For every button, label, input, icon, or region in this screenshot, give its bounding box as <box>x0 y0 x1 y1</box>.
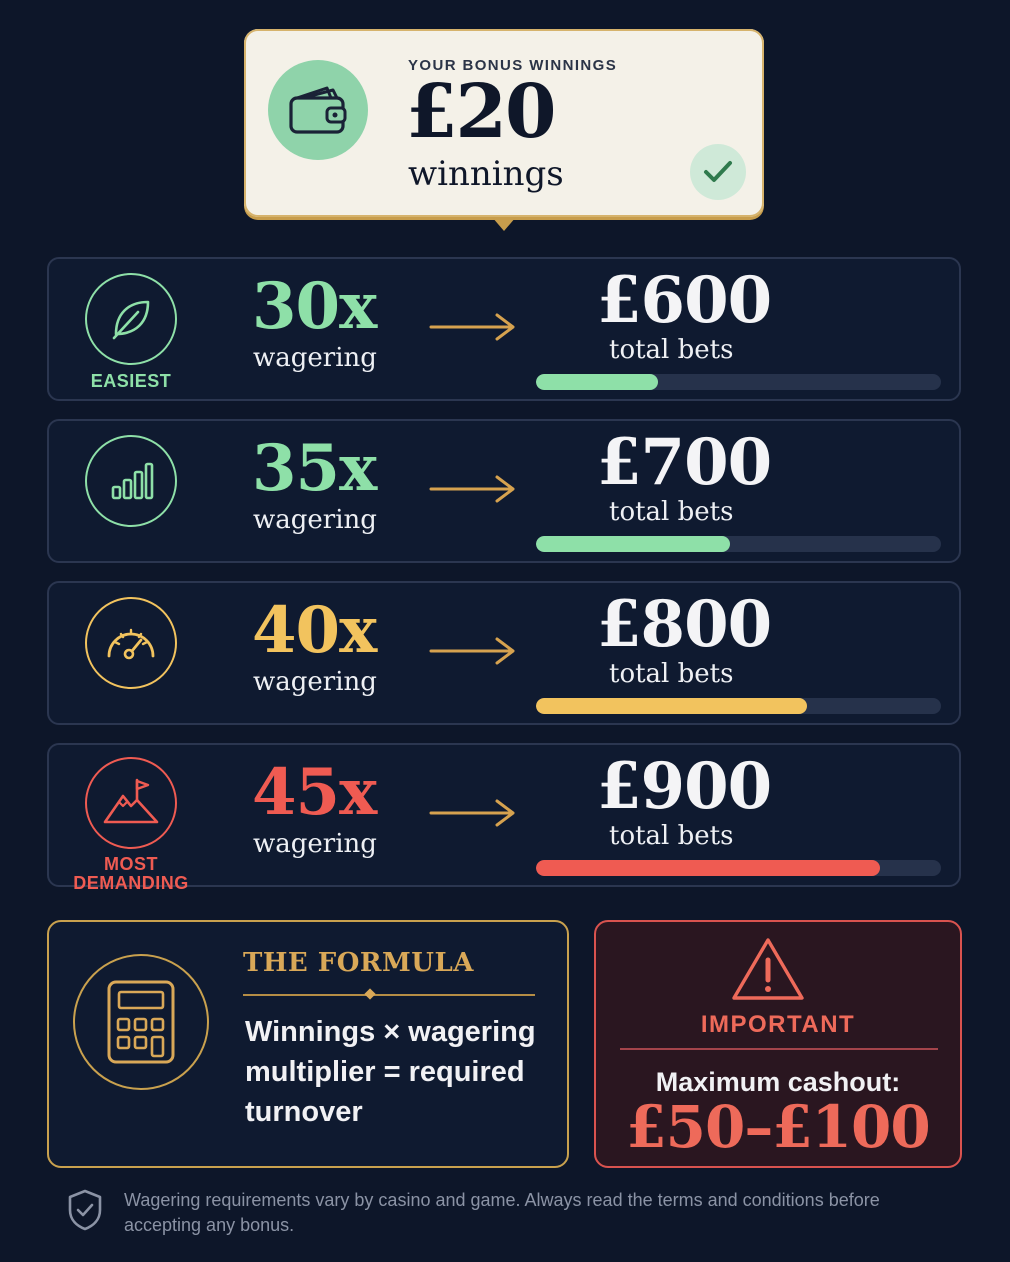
tier-row <box>47 743 961 893</box>
progress-bar <box>536 536 941 552</box>
progress-bar <box>536 698 941 714</box>
tier-tag: EASIEST <box>90 371 172 391</box>
leaf-icon <box>85 273 177 365</box>
tier-multiplier: 45x <box>252 755 377 830</box>
mountain-flag-icon <box>85 757 177 849</box>
bonus-card <box>244 29 764 217</box>
tier-total: £700 <box>597 425 772 500</box>
important-card <box>594 920 962 1168</box>
important-title: IMPORTANT <box>700 1011 856 1038</box>
bonus-label: YOUR BONUS WINNINGS <box>408 57 618 74</box>
tier-row <box>47 419 961 563</box>
shield-check-icon <box>66 1188 104 1232</box>
tier-total-label: total bets <box>609 335 734 365</box>
progress-fill <box>536 860 880 876</box>
tier-multiplier: 35x <box>252 431 377 506</box>
tier-total-label: total bets <box>609 821 734 851</box>
progress-fill <box>536 698 807 714</box>
bonus-amount: £20 <box>406 69 555 155</box>
warning-icon <box>730 936 806 1002</box>
formula-card <box>47 920 569 1168</box>
formula-title: THE FORMULA <box>243 948 474 978</box>
arrow-right-icon <box>429 795 519 831</box>
bar-chart-icon <box>85 435 177 527</box>
arrow-right-icon <box>429 633 519 669</box>
divider-ornament <box>364 988 375 999</box>
progress-fill <box>536 536 730 552</box>
arrow-right-icon <box>429 471 519 507</box>
arrow-right-icon <box>429 309 519 345</box>
tier-wager-label: wagering <box>253 505 377 535</box>
tier-total: £600 <box>597 263 772 338</box>
disclaimer-text: Wagering requirements vary by casino and game. Always read the terms and conditions before accepting any bonus. <box>124 1190 880 1235</box>
speedometer-icon <box>85 597 177 689</box>
max-cashout-label: Maximum cashout: <box>655 1067 901 1097</box>
calculator-icon <box>73 954 209 1090</box>
check-icon <box>690 144 746 200</box>
max-cashout-amount: £50–£100 <box>626 1093 930 1161</box>
formula-text: Winnings × wagering multiplier = required turnover <box>245 1016 536 1128</box>
divider <box>620 1048 938 1050</box>
tier-row <box>47 257 961 401</box>
tier-wager-label: wagering <box>253 829 377 859</box>
progress-bar <box>536 860 941 876</box>
bonus-unit: winnings <box>408 154 564 194</box>
tier-multiplier: 40x <box>252 593 377 668</box>
tier-total-label: total bets <box>609 497 734 527</box>
progress-bar <box>536 374 941 390</box>
tier-total: £800 <box>597 587 772 662</box>
tier-total: £900 <box>597 749 772 824</box>
tier-total-label: total bets <box>609 659 734 689</box>
tier-wager-label: wagering <box>253 343 377 373</box>
tier-row <box>47 581 961 725</box>
progress-fill <box>536 374 658 390</box>
card-pointer <box>492 217 516 231</box>
tier-wager-label: wagering <box>253 667 377 697</box>
tier-tag: MOST DEMANDING <box>73 854 189 893</box>
wallet-icon <box>268 60 368 160</box>
tier-multiplier: 30x <box>252 269 377 344</box>
divider <box>243 994 535 996</box>
